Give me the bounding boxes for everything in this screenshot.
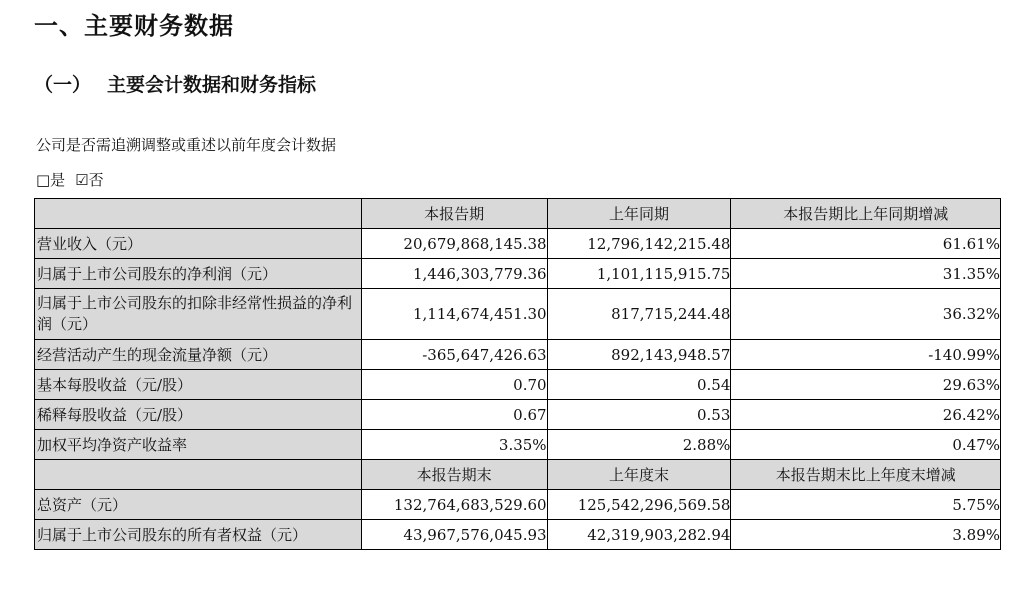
table-row — [35, 430, 1001, 460]
subheader-blank-cell — [35, 460, 362, 490]
table-row — [35, 229, 1001, 259]
row-label: 营业收入（元） — [35, 229, 362, 259]
row-value-prior: 0.54 — [547, 370, 731, 400]
row-value-change: 0.47% — [731, 430, 1001, 460]
table-subheader-row — [35, 460, 1001, 490]
header-period-end: 本报告期末 — [361, 460, 547, 490]
row-label: 加权平均净资产收益率 — [35, 430, 362, 460]
table-row — [35, 520, 1001, 550]
row-value-current: 1,114,674,451.30 — [361, 289, 547, 340]
row-label: 归属于上市公司股东的净利润（元） — [35, 259, 362, 289]
row-label: 总资产（元） — [35, 490, 362, 520]
row-value-current: 0.70 — [361, 370, 547, 400]
subsection-number: （一） — [34, 74, 92, 96]
row-label: 归属于上市公司股东的扣除非经常性损益的净利润（元） — [35, 289, 362, 340]
choice-no-checkbox: ☑否 — [75, 171, 104, 189]
row-value-change: 29.63% — [731, 370, 1001, 400]
header-period-change: 本报告期比上年同期增减 — [731, 199, 1001, 229]
financial-data-table — [34, 198, 1001, 550]
restatement-question: 公司是否需追溯调整或重述以前年度会计数据 — [36, 136, 337, 154]
table-row — [35, 400, 1001, 430]
table-row — [35, 370, 1001, 400]
row-label: 经营活动产生的现金流量净额（元） — [35, 340, 362, 370]
row-value-change: 31.35% — [731, 259, 1001, 289]
section-heading: 一、主要财务数据 — [34, 12, 234, 40]
row-value-prior: 2.88% — [547, 430, 731, 460]
row-value-current: 3.35% — [361, 430, 547, 460]
row-value-change: 26.42% — [731, 400, 1001, 430]
row-value-change: 61.61% — [731, 229, 1001, 259]
row-value-change: 3.89% — [731, 520, 1001, 550]
header-current-period: 本报告期 — [361, 199, 547, 229]
table-row — [35, 340, 1001, 370]
row-label: 稀释每股收益（元/股） — [35, 400, 362, 430]
row-value-prior: 12,796,142,215.48 — [547, 229, 731, 259]
header-year-end-change: 本报告期末比上年度末增减 — [731, 460, 1001, 490]
row-value-change: 5.75% — [731, 490, 1001, 520]
table-header-row — [35, 199, 1001, 229]
table-row — [35, 289, 1001, 340]
choice-yes-checkbox: □是 — [36, 171, 66, 189]
row-label: 归属于上市公司股东的所有者权益（元） — [35, 520, 362, 550]
row-value-prior: 125,542,296,569.58 — [547, 490, 731, 520]
table-row — [35, 490, 1001, 520]
row-value-change: 36.32% — [731, 289, 1001, 340]
subsection-heading — [34, 70, 316, 97]
header-blank-cell — [35, 199, 362, 229]
header-prior-period: 上年同期 — [547, 199, 731, 229]
header-prior-year-end: 上年度末 — [547, 460, 731, 490]
row-value-prior: 1,101,115,915.75 — [547, 259, 731, 289]
row-value-current: 132,764,683,529.60 — [361, 490, 547, 520]
row-label: 基本每股收益（元/股） — [35, 370, 362, 400]
row-value-current: 43,967,576,045.93 — [361, 520, 547, 550]
row-value-prior: 42,319,903,282.94 — [547, 520, 731, 550]
row-value-prior: 0.53 — [547, 400, 731, 430]
row-value-current: 0.67 — [361, 400, 547, 430]
row-value-prior: 817,715,244.48 — [547, 289, 731, 340]
row-value-current: -365,647,426.63 — [361, 340, 547, 370]
table-row — [35, 259, 1001, 289]
restatement-choice — [36, 169, 104, 190]
subsection-title: 主要会计数据和财务指标 — [107, 74, 317, 96]
row-value-current: 1,446,303,779.36 — [361, 259, 547, 289]
row-value-prior: 892,143,948.57 — [547, 340, 731, 370]
row-value-current: 20,679,868,145.38 — [361, 229, 547, 259]
row-value-change: -140.99% — [731, 340, 1001, 370]
